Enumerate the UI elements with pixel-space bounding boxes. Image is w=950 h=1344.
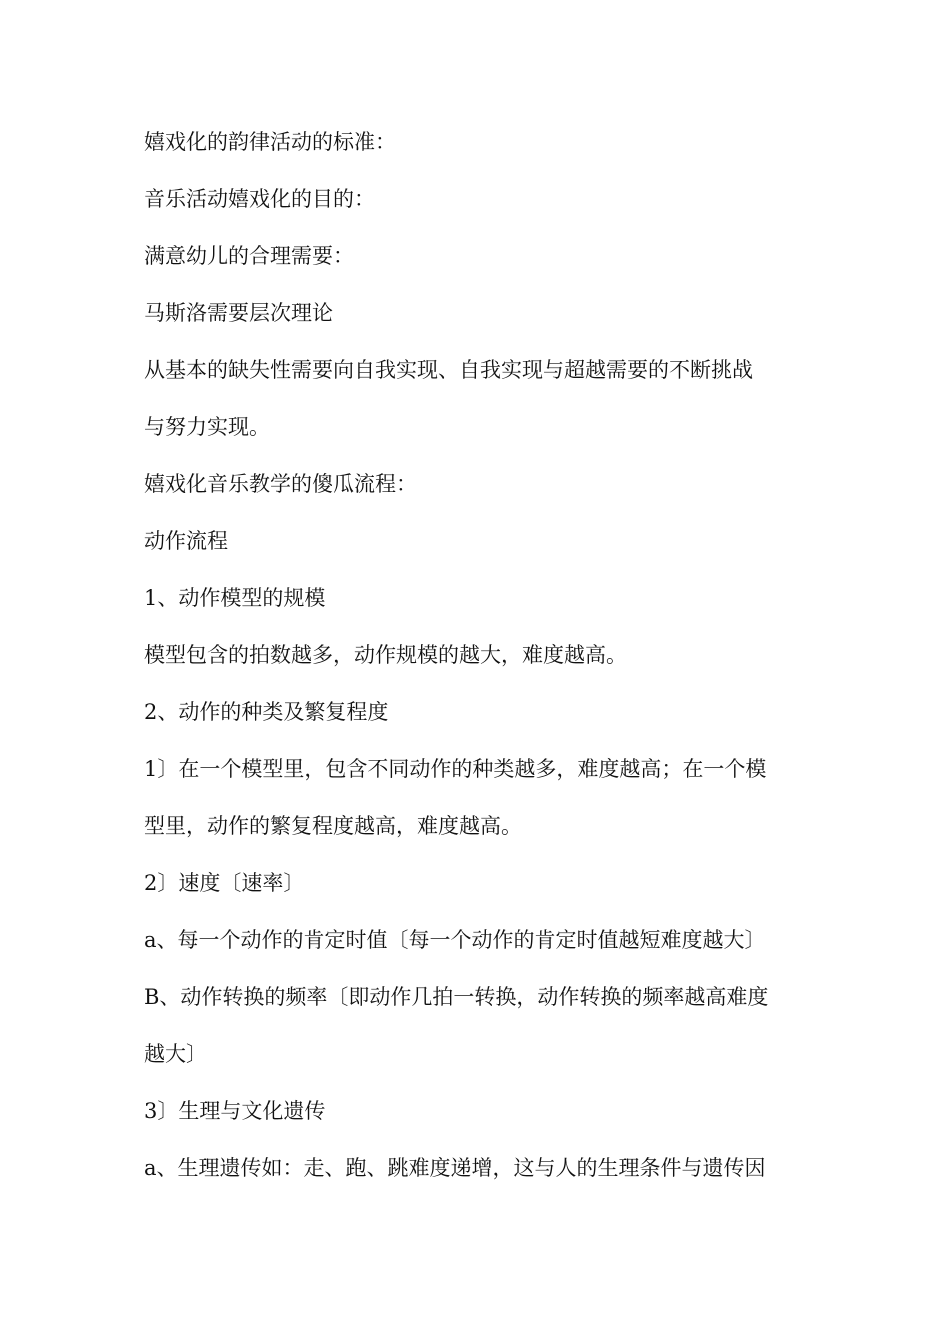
paragraph-line: 越大〕 <box>144 1042 207 1066</box>
heading-maslow-theory: 马斯洛需要层次理论 <box>144 301 333 325</box>
list-item-2: 2、动作的种类及繁复程度 <box>144 700 389 724</box>
sub-item-b: B、动作转换的频率〔即动作几拍一转换，动作转换的频率越高难度 <box>144 985 769 1009</box>
sub-item-a: a、每一个动作的肯定时值〔每一个动作的肯定时值越短难度越大〕 <box>144 928 766 952</box>
heading-music-activity-purpose: 音乐活动嬉戏化的目的： <box>144 187 375 211</box>
sub-item-1: 1〕在一个模型里，包含不同动作的种类越多，难度越高；在一个模 <box>144 757 767 781</box>
paragraph-line: 型里，动作的繁复程度越高，难度越高。 <box>144 814 522 838</box>
sub-item-3: 3〕生理与文化遗传 <box>144 1099 326 1123</box>
list-item-1: 1、动作模型的规模 <box>144 586 326 610</box>
paragraph-line: 与努力实现。 <box>144 415 270 439</box>
sub-item-a: a、生理遗传如：走、跑、跳难度递增，这与人的生理条件与遗传因 <box>144 1156 766 1180</box>
heading-teaching-process: 嬉戏化音乐教学的傻瓜流程： <box>144 472 417 496</box>
document-body <box>144 128 814 1183</box>
heading-meet-child-needs: 满意幼儿的合理需要： <box>144 244 354 268</box>
heading-rhythm-activity-standard: 嬉戏化的韵律活动的标准： <box>144 130 396 154</box>
paragraph-line: 模型包含的拍数越多，动作规模的越大，难度越高。 <box>144 643 627 667</box>
heading-action-process: 动作流程 <box>144 529 228 553</box>
sub-item-2: 2〕速度〔速率〕 <box>144 871 305 895</box>
paragraph-line: 从基本的缺失性需要向自我实现、自我实现与超越需要的不断挑战 <box>144 358 753 382</box>
